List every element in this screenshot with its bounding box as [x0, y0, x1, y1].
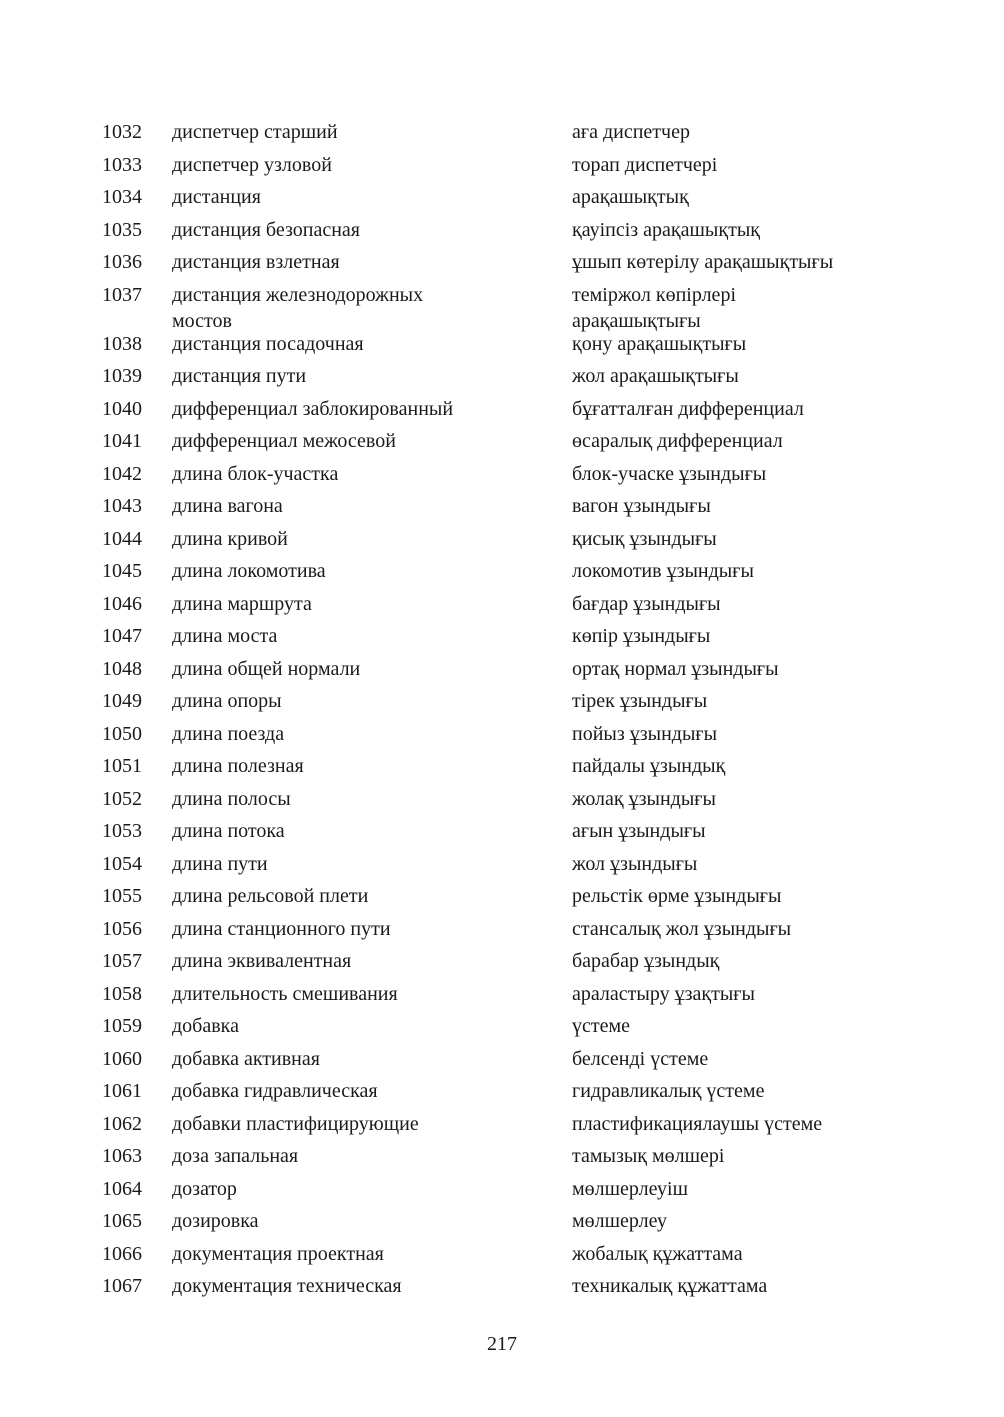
entry-number: 1053 [102, 820, 142, 842]
kazakh-term-line: локомотив ұзындығы [572, 560, 754, 582]
russian-term-line: дистанция железнодорожных [172, 283, 424, 306]
entry-number: 1037 [102, 283, 142, 306]
russian-term [172, 149, 552, 181]
entry-number: 1064 [102, 1177, 142, 1200]
entry-number: 1034 [102, 186, 142, 208]
russian-term-line: диспетчер узловой [172, 153, 332, 176]
russian-term [172, 685, 552, 717]
kazakh-term-line: жобалық құжаттама [572, 1242, 743, 1265]
russian-term-line: длина поезда [172, 722, 285, 745]
russian-term [172, 1108, 552, 1140]
glossary-entry [0, 588, 1004, 621]
russian-term-line: длина полосы [172, 787, 291, 810]
kazakh-term-line: жол арақашықтығы [572, 365, 739, 387]
russian-term-line: длина моста [172, 625, 278, 647]
kazakh-term-line: пойыз ұзындығы [572, 722, 718, 745]
glossary-entry [0, 393, 1004, 426]
glossary-entry [0, 555, 1004, 588]
russian-term-line: длина эквивалентная [172, 950, 352, 972]
kazakh-term [572, 685, 972, 717]
kazakh-term-line: техникалық құжаттама [572, 1275, 768, 1297]
russian-term [172, 783, 552, 815]
glossary-entry [0, 945, 1004, 978]
kazakh-term-line: арақашықтығы [572, 309, 701, 332]
russian-term [172, 945, 552, 977]
russian-term-line: дифференциал заблокированный [172, 397, 454, 420]
russian-term-line: длина блок-участка [172, 462, 339, 485]
kazakh-term-line: қону арақашықтығы [572, 332, 747, 355]
kazakh-term [572, 1270, 972, 1302]
russian-term [172, 246, 552, 278]
russian-term [172, 588, 552, 620]
entry-number: 1066 [102, 1242, 142, 1265]
russian-term-line: диспетчер старший [172, 121, 338, 143]
entry-number: 1062 [102, 1112, 142, 1135]
russian-term [172, 718, 552, 750]
glossary-entry [0, 279, 1004, 332]
kazakh-term [572, 490, 972, 522]
russian-term [172, 116, 552, 148]
kazakh-term [572, 945, 972, 977]
kazakh-term-line: жол ұзындығы [572, 852, 698, 875]
entry-number: 1049 [102, 690, 142, 712]
entry-number: 1035 [102, 218, 142, 241]
kazakh-term-line: пластификациялаушы үстеме [572, 1112, 823, 1135]
entry-number: 1041 [102, 430, 142, 452]
russian-term [172, 848, 552, 880]
entry-number: 1061 [102, 1080, 142, 1102]
kazakh-term-line: тірек ұзындығы [572, 690, 708, 712]
kazakh-term [572, 360, 972, 392]
russian-term-line: длина вагона [172, 495, 283, 517]
kazakh-term-line: рельстік өрме ұзындығы [572, 885, 782, 907]
kazakh-term-line: көпір ұзындығы [572, 625, 711, 647]
russian-term-line: длина кривой [172, 527, 288, 550]
russian-term-line: длина полезная [172, 755, 304, 777]
glossary-entry [0, 149, 1004, 182]
russian-term [172, 214, 552, 246]
russian-term [172, 1010, 552, 1042]
entry-number: 1042 [102, 462, 142, 485]
kazakh-term [572, 783, 972, 815]
kazakh-term [572, 425, 972, 457]
kazakh-term [572, 588, 972, 620]
glossary-entry [0, 620, 1004, 653]
russian-term [172, 1075, 552, 1107]
russian-term-line: длина потока [172, 820, 285, 842]
glossary-entry [0, 750, 1004, 783]
kazakh-term [572, 523, 972, 555]
kazakh-term [572, 620, 972, 652]
kazakh-term-line: бұғатталған дифференциал [572, 397, 804, 420]
entry-number: 1043 [102, 495, 142, 517]
kazakh-term [572, 1010, 972, 1042]
entry-number: 1063 [102, 1145, 142, 1167]
entry-number: 1050 [102, 722, 142, 745]
kazakh-term-line: стансалық жол ұзындығы [572, 917, 792, 940]
russian-term-line: длина маршрута [172, 592, 312, 615]
entry-number: 1048 [102, 657, 142, 680]
kazakh-term-line: араластыру ұзақтығы [572, 982, 755, 1005]
russian-term-line: дистанция взлетная [172, 251, 340, 273]
russian-term-line: добавки пластифицирующие [172, 1112, 419, 1135]
entry-number: 1056 [102, 917, 142, 940]
russian-term [172, 181, 552, 213]
kazakh-term-line: қауіпсіз арақашықтық [572, 218, 760, 241]
kazakh-term [572, 149, 972, 181]
glossary-entry [0, 848, 1004, 881]
russian-term-line: добавка активная [172, 1047, 320, 1070]
kazakh-term [572, 1238, 972, 1270]
glossary-entry [0, 1173, 1004, 1206]
russian-term-line: дистанция [172, 186, 261, 208]
entry-number: 1038 [102, 332, 142, 355]
russian-term-line: дифференциал межосевой [172, 430, 396, 452]
kazakh-term-line: пайдалы ұзындық [572, 755, 726, 777]
kazakh-term [572, 1140, 972, 1172]
entry-number: 1036 [102, 251, 142, 273]
entry-number: 1033 [102, 153, 142, 176]
russian-term [172, 1140, 552, 1172]
glossary-entry [0, 425, 1004, 458]
glossary-entry [0, 913, 1004, 946]
kazakh-term [572, 116, 972, 148]
kazakh-term-line: белсенді үстеме [572, 1047, 709, 1070]
kazakh-term-line: мөлшерлеу [572, 1210, 668, 1232]
kazakh-term-line: тамызық мөлшері [572, 1145, 725, 1167]
kazakh-term-line: гидравликалық үстеме [572, 1080, 765, 1102]
russian-term [172, 880, 552, 912]
russian-term [172, 555, 552, 587]
russian-term [172, 328, 552, 360]
kazakh-term [572, 1205, 972, 1237]
kazakh-term [572, 653, 972, 685]
russian-term [172, 1173, 552, 1205]
russian-term-line: длительность смешивания [172, 982, 398, 1005]
kazakh-term-line: ортақ нормал ұзындығы [572, 657, 779, 680]
kazakh-term-line: үстеме [572, 1015, 631, 1037]
kazakh-term [572, 1173, 972, 1205]
kazakh-term-line: арақашықтық [572, 186, 689, 208]
page-number: 217 [487, 1333, 517, 1355]
kazakh-term [572, 880, 972, 912]
russian-term [172, 750, 552, 782]
glossary-entry [0, 1270, 1004, 1303]
entry-number: 1059 [102, 1015, 142, 1037]
glossary-entry [0, 214, 1004, 247]
russian-term [172, 490, 552, 522]
entry-number: 1046 [102, 592, 142, 615]
russian-term [172, 653, 552, 685]
entry-number: 1045 [102, 560, 142, 582]
glossary-entry [0, 1108, 1004, 1141]
entry-number: 1054 [102, 852, 142, 875]
kazakh-term-line: өсаралық дифференциал [572, 430, 783, 452]
glossary-entry [0, 1075, 1004, 1108]
kazakh-term-line: ұшып көтерілу арақашықтығы [572, 251, 834, 273]
russian-term-line: длина станционного пути [172, 917, 391, 940]
glossary-entry [0, 1043, 1004, 1076]
entry-number: 1051 [102, 755, 142, 777]
glossary-entry [0, 1205, 1004, 1238]
russian-term [172, 1043, 552, 1075]
kazakh-term-line: блок-учаске ұзындығы [572, 462, 767, 485]
kazakh-term [572, 718, 972, 750]
russian-term [172, 360, 552, 392]
russian-term-line: мостов [172, 309, 232, 332]
kazakh-term [572, 1043, 972, 1075]
russian-term-line: доза запальная [172, 1145, 299, 1167]
glossary-entry [0, 685, 1004, 718]
glossary-entry [0, 1010, 1004, 1043]
russian-term-line: дозатор [172, 1177, 237, 1200]
russian-term-line: дистанция безопасная [172, 218, 360, 241]
russian-term-line: дистанция пути [172, 365, 307, 387]
russian-term-line: длина общей нормали [172, 657, 361, 680]
glossary-entry [0, 1140, 1004, 1173]
russian-term-line: документация техническая [172, 1275, 402, 1297]
kazakh-term-line: жолақ ұзындығы [572, 787, 716, 810]
glossary-entry [0, 490, 1004, 523]
kazakh-term [572, 913, 972, 945]
kazakh-term [572, 246, 972, 278]
glossary-entry [0, 246, 1004, 279]
glossary-entry [0, 181, 1004, 214]
kazakh-term [572, 328, 972, 360]
kazakh-term-line: теміржол көпірлері [572, 283, 736, 306]
russian-term-line: добавка гидравлическая [172, 1080, 378, 1102]
kazakh-term-line: қисық ұзындығы [572, 527, 717, 550]
entry-number: 1052 [102, 787, 142, 810]
glossary-entry [0, 880, 1004, 913]
russian-term-line: длина локомотива [172, 560, 326, 582]
glossary-entry [0, 815, 1004, 848]
entry-number: 1032 [102, 121, 142, 143]
kazakh-term-line: ағын ұзындығы [572, 820, 706, 842]
glossary-entry [0, 1238, 1004, 1271]
russian-term-line: добавка [172, 1015, 239, 1037]
russian-term-line: длина опоры [172, 690, 282, 712]
kazakh-term [572, 393, 972, 425]
kazakh-term-line: мөлшерлеуіш [572, 1177, 688, 1200]
entry-number: 1055 [102, 885, 142, 907]
kazakh-term-line: вагон ұзындығы [572, 495, 711, 517]
kazakh-term [572, 815, 972, 847]
entry-number: 1058 [102, 982, 142, 1005]
kazakh-term-line: аға диспетчер [572, 121, 690, 143]
entry-number: 1040 [102, 397, 142, 420]
glossary-entry [0, 783, 1004, 816]
kazakh-term [572, 458, 972, 490]
russian-term [172, 978, 552, 1010]
russian-term [172, 1205, 552, 1237]
kazakh-term-line: бағдар ұзындығы [572, 592, 721, 615]
kazakh-term-line: барабар ұзындық [572, 950, 720, 972]
kazakh-term [572, 848, 972, 880]
entry-number: 1057 [102, 950, 142, 972]
kazakh-term [572, 750, 972, 782]
russian-term [172, 815, 552, 847]
russian-term [172, 1238, 552, 1270]
glossary-entries [0, 116, 1004, 1303]
glossary-entry [0, 978, 1004, 1011]
entry-number: 1044 [102, 527, 142, 550]
russian-term [172, 1270, 552, 1302]
entry-number: 1067 [102, 1275, 142, 1297]
entry-number: 1060 [102, 1047, 142, 1070]
kazakh-term [572, 978, 972, 1010]
kazakh-term [572, 555, 972, 587]
entry-number: 1065 [102, 1210, 142, 1232]
glossary-entry [0, 653, 1004, 686]
kazakh-term-line: торап диспетчері [572, 153, 718, 176]
glossary-entry [0, 328, 1004, 361]
kazakh-term [572, 181, 972, 213]
russian-term [172, 393, 552, 425]
glossary-entry [0, 360, 1004, 393]
russian-term-line: длина рельсовой плети [172, 885, 369, 907]
russian-term [172, 913, 552, 945]
russian-term [172, 620, 552, 652]
glossary-entry [0, 718, 1004, 751]
russian-term [172, 523, 552, 555]
glossary-entry [0, 523, 1004, 556]
russian-term-line: дозировка [172, 1210, 259, 1232]
russian-term-line: документация проектная [172, 1242, 384, 1265]
russian-term [172, 425, 552, 457]
glossary-entry [0, 458, 1004, 491]
entry-number: 1039 [102, 365, 142, 387]
kazakh-term [572, 214, 972, 246]
russian-term [172, 458, 552, 490]
russian-term-line: длина пути [172, 852, 268, 875]
russian-term-line: дистанция посадочная [172, 332, 364, 355]
entry-number: 1047 [102, 625, 142, 647]
kazakh-term [572, 1108, 972, 1140]
kazakh-term [572, 1075, 972, 1107]
glossary-entry [0, 116, 1004, 149]
